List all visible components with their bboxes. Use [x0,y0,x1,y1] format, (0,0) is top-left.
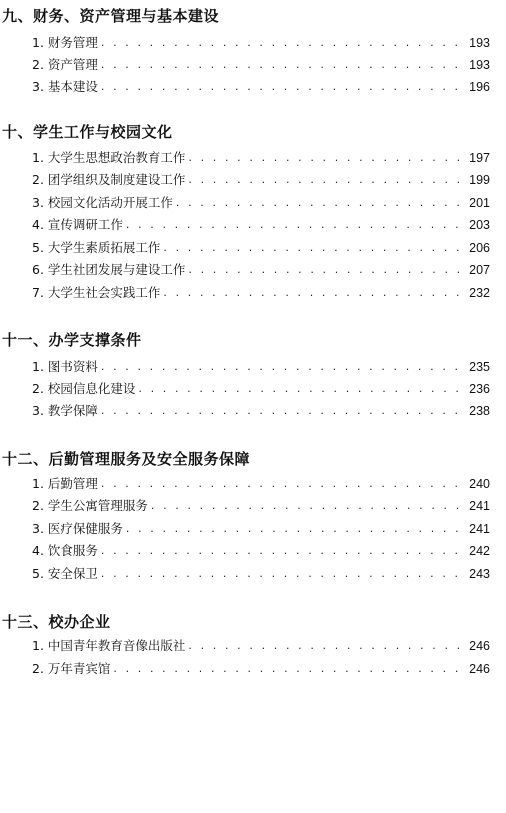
page-number: 241 [469,522,490,536]
entry-label: 2. 资产管理 [32,57,98,72]
toc-entry[interactable] [32,149,490,167]
section-title: 十三、校办企业 [2,613,111,631]
page-number: 238 [469,404,490,418]
toc-entry[interactable] [32,380,490,398]
page-number: 241 [469,499,490,513]
toc-entry[interactable] [32,171,490,189]
page-number: 242 [469,544,490,558]
leader-dots [101,56,465,74]
toc-entry[interactable] [32,56,490,74]
leader-dots [126,216,465,234]
entry-label: 3. 基本建设 [32,79,98,94]
entry-label: 2. 校园信息化建设 [32,381,136,396]
leader-dots [163,239,465,257]
page-number: 246 [469,662,490,676]
entry-label: 3. 校园文化活动开展工作 [32,195,173,210]
page-number: 246 [469,639,490,653]
section-title: 十一、办学支撑条件 [2,331,142,349]
entry-label: 5. 安全保卫 [32,566,98,581]
toc-entry[interactable] [32,239,490,257]
toc-entry[interactable] [32,542,490,560]
page-number: 197 [469,151,490,165]
leader-dots [101,358,465,376]
toc-entry[interactable] [32,78,490,96]
leader-dots [101,565,465,583]
entry-label: 6. 学生社团发展与建设工作 [32,262,186,277]
entry-label: 1. 后勤管理 [32,476,98,491]
toc-entry[interactable] [32,520,490,538]
entry-label: 1. 中国青年教育音像出版社 [32,638,186,653]
toc-entry[interactable] [32,402,490,420]
leader-dots [188,637,465,655]
leader-dots [101,475,465,493]
leader-dots [188,171,465,189]
entry-label: 2. 学生公寓管理服务 [32,498,148,513]
entry-label: 5. 大学生素质拓展工作 [32,240,161,255]
leader-dots [101,542,465,560]
page-number: 206 [469,241,490,255]
page-number: 201 [469,196,490,210]
entry-label: 3. 教学保障 [32,403,98,418]
entry-label: 4. 饮食服务 [32,543,98,558]
entry-label: 7. 大学生社会实践工作 [32,285,161,300]
leader-dots [101,402,465,420]
toc-entry[interactable] [32,194,490,212]
section-title: 十、学生工作与校园文化 [2,123,173,141]
page-number: 240 [469,477,490,491]
entry-label: 2. 团学组织及制度建设工作 [32,172,186,187]
leader-dots [113,660,465,678]
entry-label: 1. 财务管理 [32,35,98,50]
toc-entry[interactable] [32,497,490,515]
leader-dots [176,194,465,212]
entry-label: 3. 医疗保健服务 [32,521,123,536]
toc-entry[interactable] [32,216,490,234]
toc-entry[interactable] [32,34,490,52]
leader-dots [151,497,465,515]
leader-dots [138,380,465,398]
leader-dots [101,78,465,96]
toc-entry[interactable] [32,261,490,279]
entry-label: 2. 万年青宾馆 [32,661,111,676]
toc-entry[interactable] [32,565,490,583]
toc-entry[interactable] [32,475,490,493]
entry-label: 1. 图书资料 [32,359,98,374]
toc-entry[interactable] [32,637,490,655]
leader-dots [101,34,465,52]
section-title: 九、财务、资产管理与基本建设 [2,7,220,25]
page-number: 199 [469,173,490,187]
page-number: 235 [469,360,490,374]
toc-entry[interactable] [32,660,490,678]
entry-label: 1. 大学生思想政治教育工作 [32,150,186,165]
leader-dots [126,520,465,538]
entry-label: 4. 宣传调研工作 [32,217,123,232]
page-number: 243 [469,567,490,581]
section-title: 十二、后勤管理服务及安全服务保障 [2,450,251,468]
leader-dots [188,149,465,167]
leader-dots [188,261,465,279]
page-number: 203 [469,218,490,232]
toc-entry[interactable] [32,358,490,376]
page-number: 207 [469,263,490,277]
page-number: 232 [469,286,490,300]
page-number: 193 [469,36,490,50]
toc-entry[interactable] [32,284,490,302]
leader-dots [163,284,465,302]
page-number: 196 [469,80,490,94]
page-number: 193 [469,58,490,72]
page-number: 236 [469,382,490,396]
